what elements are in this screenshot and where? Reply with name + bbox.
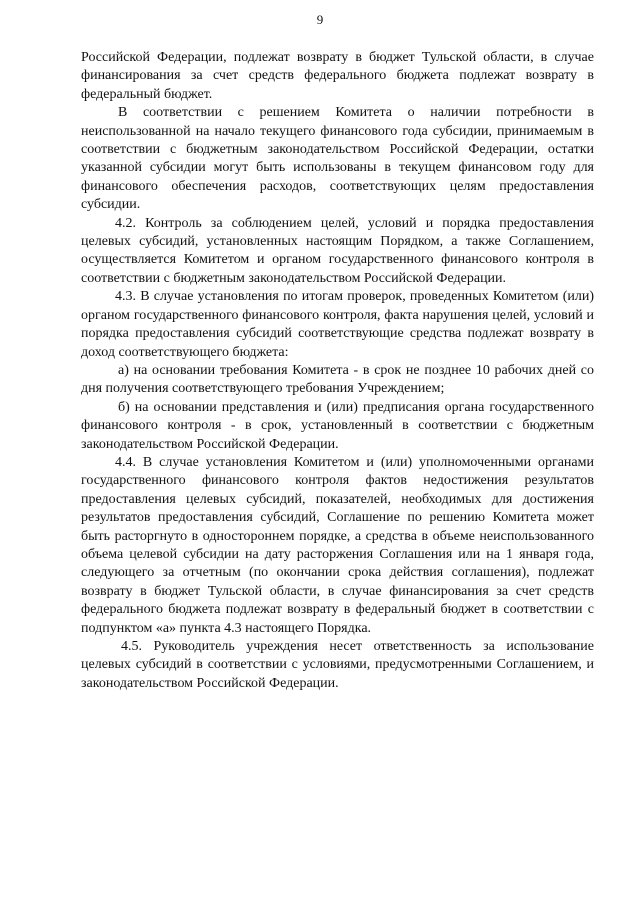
page-number: 9	[316, 12, 324, 27]
list-item-a: а) на основании требования Комитета - в срок не позднее 10 рабочих дней со дня получения соответствующего требования Учреждением;	[81, 362, 594, 397]
paragraph-4-4: 4.4. В случае установления Комитетом и (или) уполномоченными органами государственного финансового контроля фактов недостижения результатов предоставления целевых субсидий, показателей, необходимых для достижения результатов предоставления субсидий, Соглашение по решению Комитета может быть расторгнуто в одностороннем порядке, а средства в объеме неиспользованного объема целевой субсидии на дату расторжения Соглашения или на 1 января года, следующего за отчетным (по окончании срока действия соглашения), подлежат возврату в бюджет Тульской области, в случае финансирования за счет средств федерального бюджета подлежат возврату в федеральный бюджет в соответствии с подпунктом «а» пункта 4.3 настоящего Порядка.	[81, 454, 594, 636]
document-body	[81, 49, 594, 693]
paragraph-4-5: 4.5. Руководитель учреждения несет ответственность за использование целевых субсидий в соответствии с условиями, предусмотренными Соглашением, и законодательством Российской Федерации.	[81, 639, 594, 691]
paragraph-4-3: 4.3. В случае установления по итогам проверок, проведенных Комитетом (или) органом государственного финансового контроля, факта нарушения целей, условий и порядка предоставления субсидий соответствующие средства подлежат возврату в доход соответствующего бюджета:	[81, 289, 594, 360]
list-item-b: б) на основании представления и (или) предписания органа государственного финансового контроля - в срок, установленный в соответствии с бюджетным законодательством Российской Федерации.	[81, 399, 594, 452]
paragraph-continuation: Российской Федерации, подлежат возврату в бюджет Тульской области, в случае финансирования за счет средств федерального бюджета подлежат возврату в федеральный бюджет.	[81, 50, 594, 102]
paragraph-committee-decision: В соответствии с решением Комитета о наличии потребности в неиспользованной на начало текущего финансового года субсидии, принимаемым в соответствии с бюджетным законодательством Российской Федерации, остатки указанной субсидии могут быть использованы в текущем финансовом году для финансового обеспечения расходов, соответствующих целям предоставления субсидии.	[81, 105, 594, 213]
paragraph-4-2: 4.2. Контроль за соблюдением целей, условий и порядка предоставления целевых субсидий, установленных настоящим Порядком, а также Соглашением, осуществляется Комитетом и органом государственного финансового контроля в соответствии с бюджетным законодательством Российской Федерации.	[81, 215, 594, 286]
